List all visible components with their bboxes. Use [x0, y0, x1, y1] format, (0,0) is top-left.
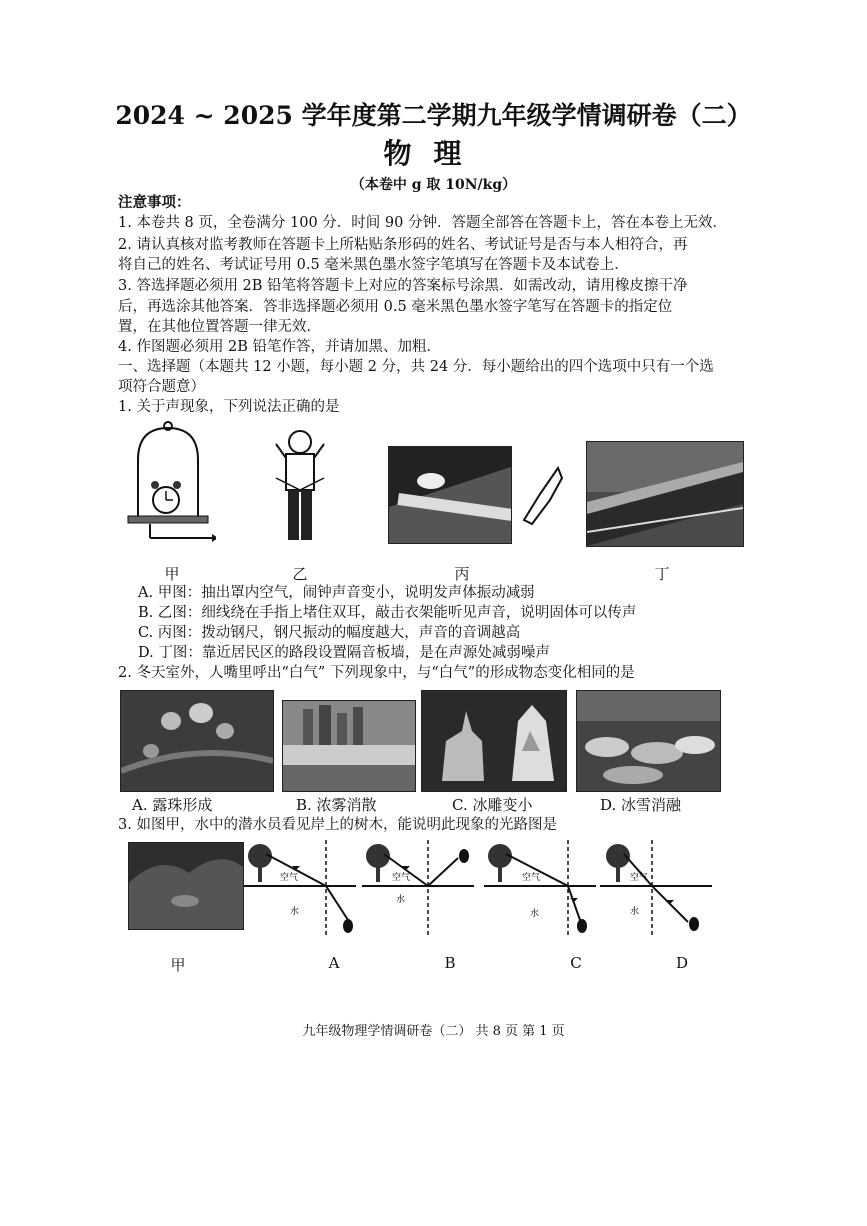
air-label: 空气	[630, 873, 649, 883]
q2-option-d: D. 冰雪消融	[600, 796, 682, 814]
boy-figure	[270, 428, 330, 550]
q2-option-a: A. 露珠形成	[132, 796, 213, 814]
water-label: 水	[630, 907, 640, 917]
section-heading: 一、选择题（本题共 12 小题，每小题 2 分，共 24 分．每小题给出的四个选项中只有一个选	[118, 359, 714, 375]
section-heading-cont: 项符合题意）	[118, 379, 205, 395]
dew-photo	[120, 690, 274, 792]
q2-stem: 2. 冬天室外，人嘴里呼出“白气” 下列现象中，与“白气”的形成物态变化相同的是	[118, 665, 635, 681]
page-footer: 九年级物理学情调研卷（二） 共 8 页 第 1 页	[302, 1024, 565, 1039]
q3-stem: 3. 如图甲，水中的潜水员看见岸上的树木，能说明此现象的光路图是	[118, 817, 557, 833]
q1-option-c: C. 丙图：拨动钢尺，钢尺振动的幅度越大，声音的音调越高	[138, 625, 521, 641]
q1-option-b: B. 乙图：细线绕在手指上堵住双耳，敲击衣架能听见声音，说明固体可以传声	[138, 605, 637, 621]
instruction-line: 1. 本卷共 8 页，全卷满分 100 分．时间 90 分钟．答题全部答在答题卡上，答在本卷上无效．	[118, 215, 727, 231]
instruction-line: 4. 作图题必须用 2B 铅笔作答，并请加黑、加粗．	[118, 339, 442, 355]
q3-label-jia: 甲	[170, 956, 186, 974]
bell-jar-figure	[120, 420, 216, 550]
snow-melting-photo	[576, 690, 721, 792]
q1-option-a: A. 甲图：抽出罩内空气，闹钟声音变小，说明发声体振动减弱	[138, 585, 535, 601]
instruction-line: 2. 请认真核对监考教师在答题卡上所粘贴条形码的姓名、考试证号是否与本人相符合，再	[118, 237, 688, 253]
water-label: 水	[396, 895, 406, 905]
instruction-line: 后，再选涂其他答案．答非选择题必须用 0.5 毫米黑色墨水签字笔写在答题卡的指定位	[118, 299, 673, 315]
q3-label-a: A	[328, 954, 340, 972]
exam-title: 2024 ~ 2025 学年度第二学期九年级学情调研卷（二）	[115, 101, 752, 130]
water-label: 水	[290, 907, 300, 917]
q3-label-d: D	[675, 954, 689, 972]
q1-label-yi: 乙	[292, 565, 308, 583]
ruler-photo	[388, 446, 512, 544]
air-label: 空气	[392, 873, 411, 883]
air-label: 空气	[280, 873, 299, 883]
q1-label-jia: 甲	[164, 565, 180, 583]
instructions-heading: 注意事项：	[118, 194, 191, 211]
q3-label-c: C	[570, 954, 582, 972]
subject-title: 物理	[383, 137, 484, 170]
highway-barrier-photo	[586, 441, 744, 547]
constant-note: （本卷中 g 取 10N/kg）	[350, 177, 517, 193]
q2-option-c: C. 冰雕变小	[452, 796, 533, 814]
light-path-diagram-d	[600, 840, 716, 938]
instruction-line: 将自己的姓名、考试证号用 0.5 毫米黑色墨水签字笔填写在答题卡及本试卷上．	[118, 257, 629, 273]
air-label: 空气	[522, 873, 541, 883]
instruction-line: 置，在其他位置答题一律无效．	[118, 319, 321, 335]
q1-label-bing: 丙	[454, 565, 470, 583]
ice-sculpture-photo	[421, 690, 567, 792]
light-path-diagram-c	[484, 840, 600, 938]
q3-label-b: B	[444, 954, 456, 972]
q1-stem: 1. 关于声现象，下列说法正确的是	[118, 399, 340, 415]
light-path-diagram-a	[244, 840, 360, 938]
q2-option-b: B. 浓雾消散	[296, 796, 377, 814]
fog-photo	[282, 700, 416, 792]
water-label: 水	[530, 909, 540, 919]
q1-label-ding: 丁	[654, 565, 670, 583]
finger-figure	[518, 464, 566, 532]
light-path-diagram-b	[362, 840, 478, 938]
instruction-line: 3. 答选择题必须用 2B 铅笔将答题卡上对应的答案标号涂黑．如需改动，请用橡皮擦干净	[118, 278, 688, 294]
diver-photo	[128, 842, 244, 930]
q1-option-d: D. 丁图：靠近居民区的路段设置隔音板墙，是在声源处减弱噪声	[138, 645, 550, 661]
